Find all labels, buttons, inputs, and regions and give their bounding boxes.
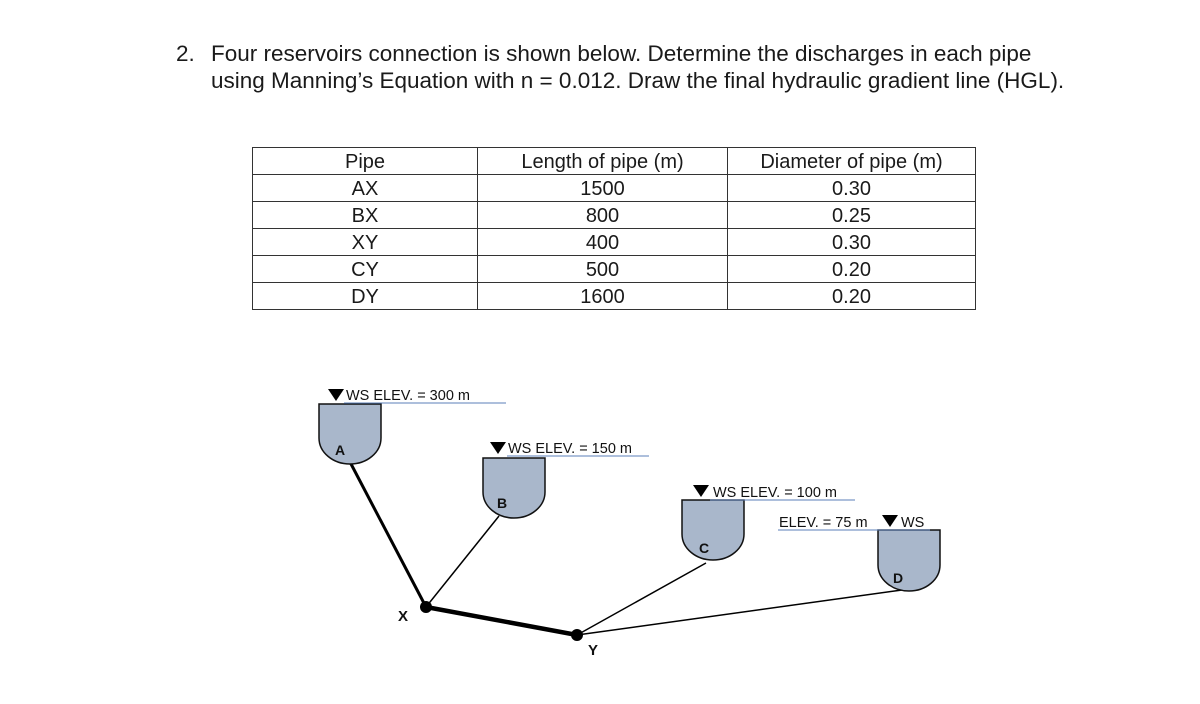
pipe-diameter: 0.20 (728, 256, 976, 283)
pipe-length: 400 (478, 229, 728, 256)
header-pipe: Pipe (253, 148, 478, 175)
elevation-label: ELEV. = 75 m (779, 515, 868, 531)
pipe-diameter: 0.30 (728, 229, 976, 256)
reservoir-d (778, 515, 940, 591)
junction-x-label: X (398, 608, 409, 625)
pipe-bx (426, 516, 499, 607)
reservoir-label: C (699, 540, 710, 556)
pipe-name: AX (253, 175, 478, 202)
header-length: Length of pipe (m) (478, 148, 728, 175)
junction-y-label: Y (588, 642, 599, 659)
junction-x-node (420, 601, 432, 613)
water-level-triangle-icon (882, 515, 898, 527)
problem-text: Four reservoirs connection is shown below. Determine the discharges in each pipe using Manning’s Equation with n = 0.012. Draw the final hydraulic gradient line (HGL). (211, 41, 1065, 93)
ws-elevation-label: WS ELEV. = 100 m (713, 485, 837, 501)
ws-label: WS (901, 515, 925, 531)
pipe-ax (350, 462, 426, 607)
water-level-triangle-icon (693, 485, 709, 497)
ws-elevation-label: WS ELEV. = 150 m (508, 441, 632, 457)
pipe-name: CY (253, 256, 478, 283)
header-diameter: Diameter of pipe (m) (728, 148, 976, 175)
pipe-cy (577, 563, 706, 635)
pipe-diameter: 0.30 (728, 175, 976, 202)
pipe-length: 1500 (478, 175, 728, 202)
reservoir-a (319, 388, 506, 464)
pipe-length: 500 (478, 256, 728, 283)
reservoir-b (483, 441, 649, 518)
pipe-xy (426, 607, 577, 635)
pipe-name: BX (253, 202, 478, 229)
pipe-length: 1600 (478, 283, 728, 310)
reservoir-label: A (335, 442, 346, 458)
water-level-triangle-icon (490, 442, 506, 454)
ws-elevation-label: WS ELEV. = 300 m (346, 388, 470, 404)
reservoir-label: B (497, 495, 508, 511)
pipe-diameter: 0.25 (728, 202, 976, 229)
water-level-triangle-icon (328, 389, 344, 401)
problem-number: 2. (176, 41, 195, 66)
pipe-name: XY (253, 229, 478, 256)
pipe-diameter: 0.20 (728, 283, 976, 310)
junction-y-node (571, 629, 583, 641)
pipe-dy (577, 590, 902, 635)
pipe-length: 800 (478, 202, 728, 229)
pipe-name: DY (253, 283, 478, 310)
reservoir-label: D (893, 570, 904, 586)
